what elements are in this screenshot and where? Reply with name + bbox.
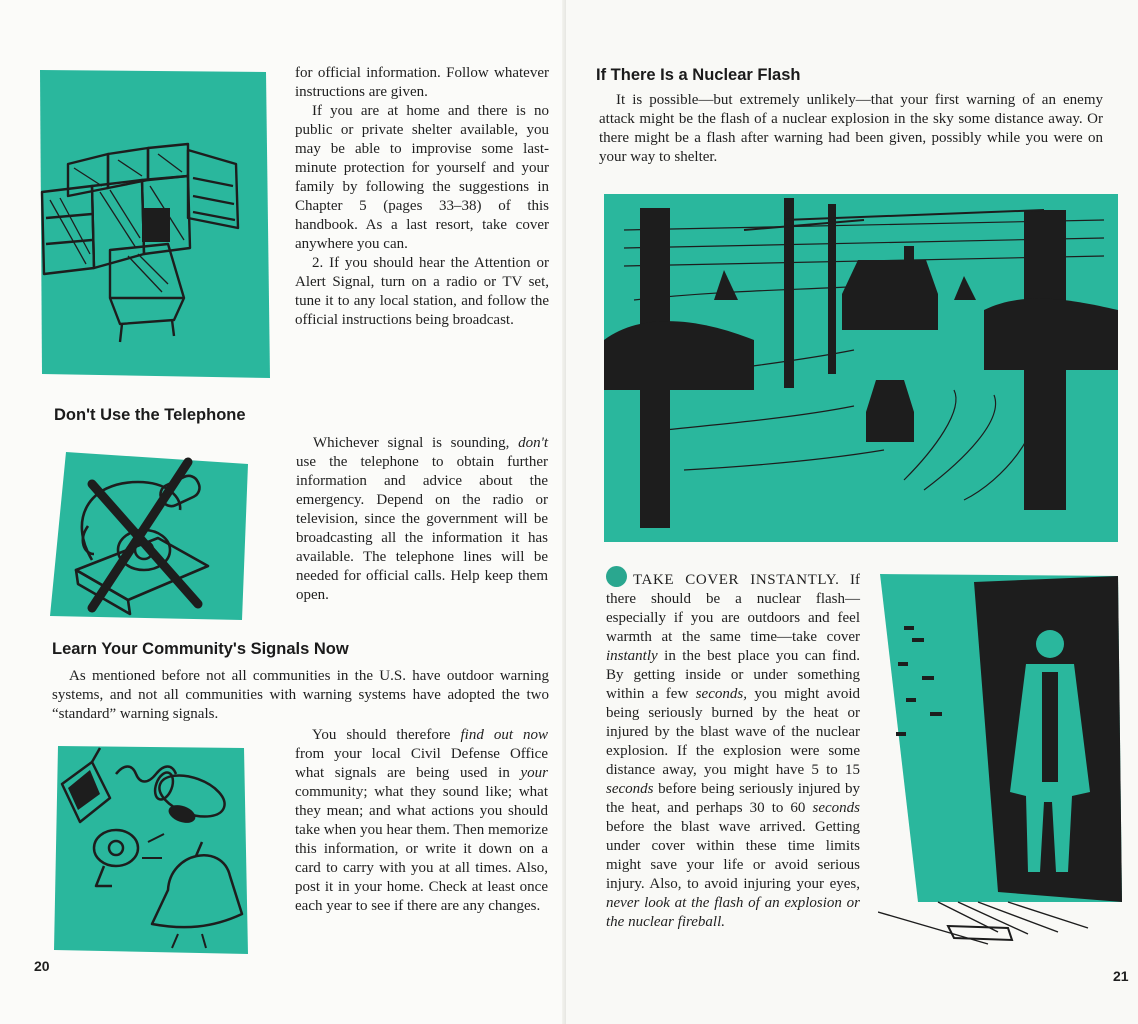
left-page	[0, 0, 566, 1024]
telephone-emphasis-dont: don't	[518, 435, 549, 451]
signals-text-3: community; what they sound like; what they mean; and what actions you should take when you hear them. Then memorize this information, or write it down on a card to carry with you at all times. Also, post it in your home. Check at least once each year to see if there are any changes.	[295, 784, 548, 914]
page-number-left: 20	[34, 958, 50, 974]
take-cover-emphasis-never-look: never look at the flash of an explosion or the nuclear fireball.	[606, 895, 860, 930]
signals-intro-paragraph	[52, 667, 549, 724]
man-in-doorway-illustration	[878, 572, 1124, 946]
take-cover-paragraph	[606, 566, 860, 932]
telephone-paragraph	[296, 434, 548, 605]
sirens-and-bell-illustration	[52, 744, 250, 956]
signals-detail-paragraph	[295, 726, 548, 916]
paragraph-official-info: for official information. Follow whatever instructions are given.	[295, 65, 549, 100]
nuclear-flash-intro-text: It is possible—but extremely unlikely—that your first warning of an enemy attack might be the flash of a nuclear explosion in the sky some distance away. Or there might be a flash after warning had been given, possibly while you were on your way to shelter.	[599, 92, 1103, 165]
paragraph-alert-signal: 2. If you should hear the Attention or Alert Signal, turn on a radio or TV set, tune it to any local station, and follow the official instructions being broadcast.	[295, 255, 549, 328]
telephone-text-1: Whichever signal is sounding,	[313, 435, 510, 451]
nuclear-flash-intro	[599, 91, 1103, 167]
signals-intro-text: As mentioned before not all communities in the U.S. have outdoor warning systems, and not all communities with warning systems have adopted the two “standard” warning signals.	[52, 668, 549, 722]
heading-community-signals: Learn Your Community's Signals Now	[52, 640, 349, 658]
road-at-night-illustration	[604, 190, 1118, 542]
signals-emphasis-your: your	[520, 765, 549, 781]
furniture-shelter-illustration	[38, 68, 272, 380]
signals-text-2: from your local Civil Defense Office what signals are being used in	[295, 746, 548, 781]
heading-telephone: Don't Use the Telephone	[54, 406, 246, 424]
take-cover-text-5: before the blast wave arrived. Getting under cover within these time limits might save your life or avoid serious injury. Also, to avoid injuring your eyes,	[606, 819, 860, 892]
take-cover-emphasis-seconds-1: seconds,	[695, 686, 747, 702]
column-text-shelter	[295, 64, 549, 330]
take-cover-emphasis-instantly: instantly	[606, 648, 658, 664]
page-number-right: 21	[1113, 968, 1129, 984]
paragraph-improvise-shelter: If you are at home and there is no public or private shelter available, you may be able to improvise some last-minute protection for yourself and your family by following the suggestions in Chapter 5 (pages 33–38) of this handbook. As a last resort, take cover anywhere you can.	[295, 103, 549, 252]
take-cover-emphasis-seconds-2: seconds	[606, 781, 654, 797]
telephone-text-2: use the telephone to obtain further information and advice about the emergency. Depend on the radio or television, since the government will be broadcasting all the information it has available. The telephone lines will be needed for official calls. Help keep them open.	[296, 454, 548, 603]
signals-text-1: You should therefore	[312, 727, 451, 743]
take-cover-text-2: in the best place you can find. By getting inside or under something within a few	[606, 648, 861, 702]
take-cover-emphasis-seconds-3: seconds	[812, 800, 861, 816]
heading-nuclear-flash: If There Is a Nuclear Flash	[596, 66, 801, 84]
take-cover-caps: TAKE COVER INSTANTLY.	[633, 572, 840, 588]
take-cover-text-4: before being seriously injured by the heat, and perhaps 30 to 60	[606, 781, 861, 816]
right-page	[566, 0, 1138, 1024]
teal-bullet-icon	[606, 566, 627, 587]
crossed-out-telephone-illustration	[48, 450, 250, 622]
take-cover-text-3: you might avoid being seriously burned by the heat or injured by the blast wave of the nuclear explosion. If the explosion were some distance away, you might have 5 to 15	[606, 686, 860, 778]
take-cover-text-1: If there should be a nuclear flash—especially if you are outdoors and feel warmth at the same time—take cover	[606, 572, 860, 645]
signals-emphasis-find-out-now: find out now	[460, 727, 548, 743]
